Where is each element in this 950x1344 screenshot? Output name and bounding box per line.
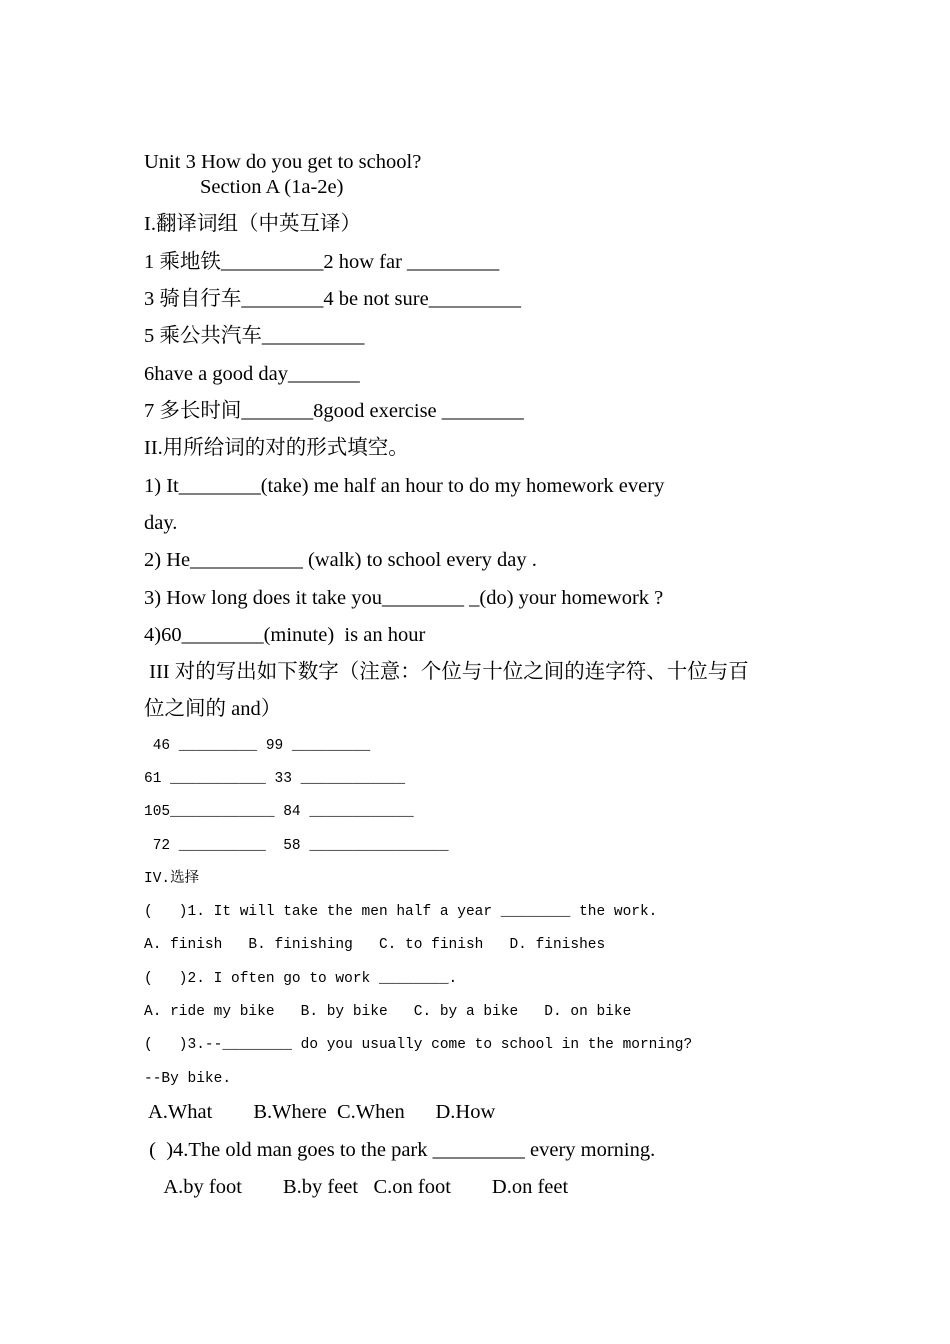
- part4-line: --By bike.: [144, 1071, 232, 1087]
- part3-line: 72 __________ 58 ________________: [144, 838, 449, 854]
- part2-line: day.: [144, 512, 178, 534]
- part1-line: 3 骑自行车________4 be not sure_________: [144, 288, 521, 310]
- part4-line: A. finish B. finishing C. to finish D. finishes: [144, 937, 606, 953]
- part3-heading-cont: 位之间的 and）: [144, 698, 282, 720]
- part2-line: 2) He___________ (walk) to school every day .: [144, 549, 537, 571]
- part2-line: 4)60________(minute) is an hour: [144, 624, 426, 646]
- part4-heading: IV.选择: [144, 871, 200, 887]
- part4-line: ( )2. I often go to work ________.: [144, 971, 458, 987]
- part4-line: ( )3.--________ do you usually come to school in the morning?: [144, 1037, 693, 1053]
- page-subtitle: Section A (1a-2e): [200, 176, 344, 198]
- q3-options: A.What B.Where C.When D.How: [144, 1101, 496, 1123]
- part1-heading: I.翻译词组（中英互译）: [144, 213, 361, 235]
- part2-line: 1) It________(take) me half an hour to do my homework every: [144, 475, 665, 497]
- q4-options: A.by foot B.by feet C.on foot D.on feet: [144, 1176, 569, 1198]
- page-title: Unit 3 How do you get to school?: [144, 151, 422, 173]
- part1-line: 5 乘公共汽车__________: [144, 325, 365, 347]
- part4-line: A. ride my bike B. by bike C. by a bike D. on bike: [144, 1004, 632, 1020]
- part3-line: 105____________ 84 ____________: [144, 804, 414, 820]
- part2-heading: II.用所给词的对的形式填空。: [144, 437, 409, 459]
- part3-heading: III 对的写出如下数字（注意：个位与十位之间的连字符、十位与百: [144, 661, 749, 683]
- part1-line: 1 乘地铁__________2 how far _________: [144, 251, 500, 273]
- part3-line: 46 _________ 99 _________: [144, 738, 371, 754]
- part3-line: 61 ___________ 33 ____________: [144, 771, 406, 787]
- q4-question: ( )4.The old man goes to the park _________ every morning.: [144, 1139, 656, 1161]
- part4-line: ( )1. It will take the men half a year ________ the work.: [144, 904, 658, 920]
- part1-line: 6have a good day_______: [144, 363, 360, 385]
- part2-line: 3) How long does it take you________ _(do) your homework ?: [144, 587, 664, 609]
- part1-line: 7 多长时间_______8good exercise ________: [144, 400, 524, 422]
